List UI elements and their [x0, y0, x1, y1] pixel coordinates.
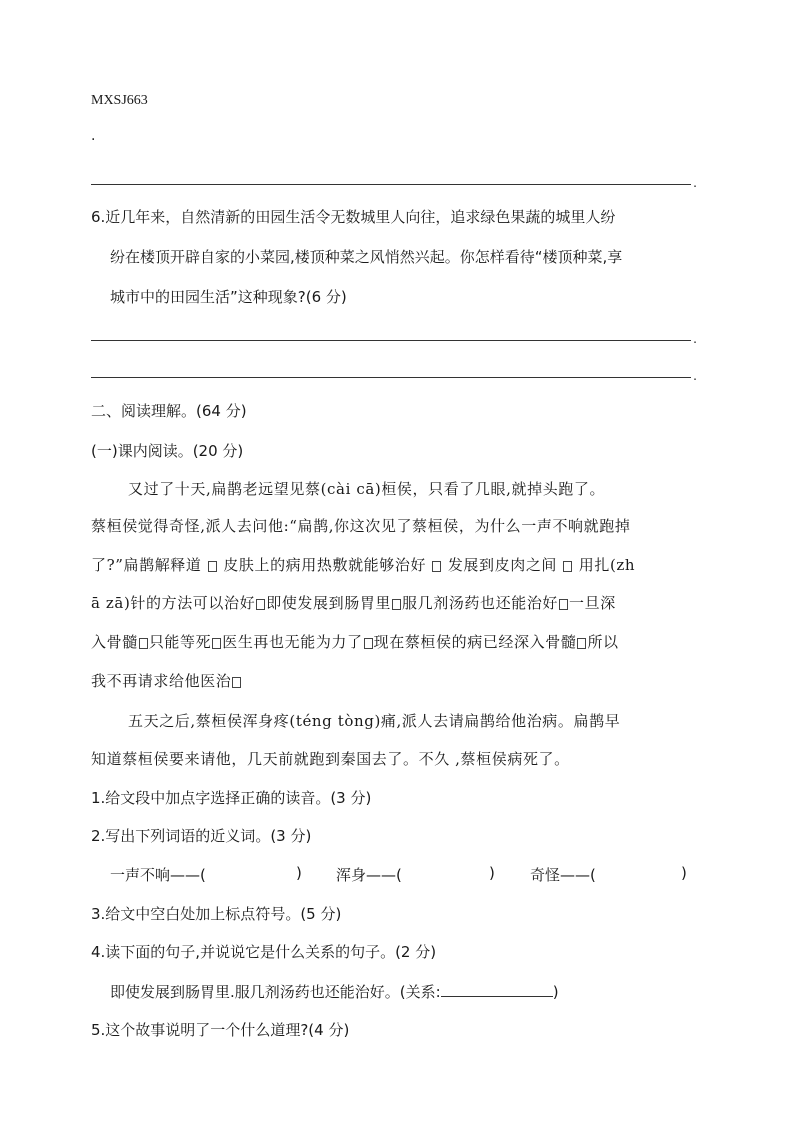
question-5: 5.这个故事说明了一个什么道理?(4 分)	[91, 1021, 350, 1039]
section-title: 二、阅读理解。(64 分)	[91, 402, 247, 420]
passage-line: 了?”扁鹊解释道 皮肤上的病用热敷就能够治好 发展到皮肉之间 用扎(zh	[91, 556, 636, 574]
synonym-item-2: 浑身——(	[336, 866, 402, 884]
passage-line: 又过了十天,扁鹊老远望见蔡(cài cā)桓侯，只看了几眼,就掉头跑了。	[128, 480, 606, 498]
passage-line: 入骨髓 只能等死 医生再也无能为力了 现在蔡桓侯的病已经深入骨髓 所以	[91, 633, 619, 651]
answer-line: .	[91, 377, 691, 378]
synonym-close: )	[296, 864, 302, 882]
punctuation-blank[interactable]	[256, 599, 265, 610]
punctuation-blank[interactable]	[212, 638, 221, 649]
passage-line: 蔡桓侯觉得奇怪,派人去问他:“扁鹊,你这次见了蔡桓侯，为什么一声不响就跑掉	[91, 517, 631, 535]
punctuation-blank[interactable]	[232, 677, 241, 688]
passage-line: 知道蔡桓侯要来请他，几天前就跑到秦国去了。不久 ,蔡桓侯病死了。	[91, 750, 570, 768]
passage-line: ā zā)针的方法可以治好 即使发展到肠胃里 服几剂汤药也还能治好 一旦深	[91, 594, 616, 612]
passage-line: 五天之后,蔡桓侯浑身疼(téng tòng)痛,派人去请扁鹊给他治病。扁鹊早	[128, 712, 621, 730]
punctuation-blank[interactable]	[364, 638, 373, 649]
relation-answer-blank[interactable]	[441, 982, 553, 997]
punctuation-blank[interactable]	[432, 561, 441, 572]
punctuation-blank[interactable]	[563, 561, 572, 572]
question-3: 3.给文中空白处加上标点符号。(5 分)	[91, 905, 342, 923]
punctuation-blank[interactable]	[139, 638, 148, 649]
stray-dot: .	[91, 128, 96, 144]
synonym-item-1: 一声不响——(	[110, 866, 206, 884]
synonym-close: )	[489, 864, 495, 882]
answer-line: .	[91, 340, 691, 341]
punctuation-blank[interactable]	[392, 599, 401, 610]
doc-code: MXSJ663	[91, 93, 148, 108]
punctuation-blank[interactable]	[208, 561, 217, 572]
passage-line: 我不再请求给他医治	[91, 670, 242, 691]
question-4: 4.读下面的句子,并说说它是什么关系的句子。(2 分)	[91, 943, 437, 961]
synonym-close: )	[681, 864, 687, 882]
question-1: 1.给文段中加点字选择正确的读音。(3 分)	[91, 789, 372, 807]
q6-line1: 6.近几年来，自然清新的田园生活令无数城里人向往，追求绿色果蔬的城里人纷	[91, 208, 616, 226]
punctuation-blank[interactable]	[577, 638, 586, 649]
question-2: 2.写出下列词语的近义词。(3 分)	[91, 827, 312, 845]
synonym-item-3: 奇怪——(	[530, 866, 596, 884]
punctuation-blank[interactable]	[559, 599, 568, 610]
q6-line3: 城市中的田园生活”这种现象?(6 分)	[110, 288, 347, 306]
subsection-title: (一)课内阅读。(20 分)	[91, 442, 244, 460]
answer-line: .	[91, 184, 691, 185]
q6-line2: 纷在楼顶开辟自家的小菜园,楼顶种菜之风悄然兴起。你怎样看待“楼顶种菜,享	[110, 248, 623, 266]
question-4-sentence: 即使发展到肠胃里.服几剂汤药也还能治好。(关系: )	[110, 983, 559, 1001]
